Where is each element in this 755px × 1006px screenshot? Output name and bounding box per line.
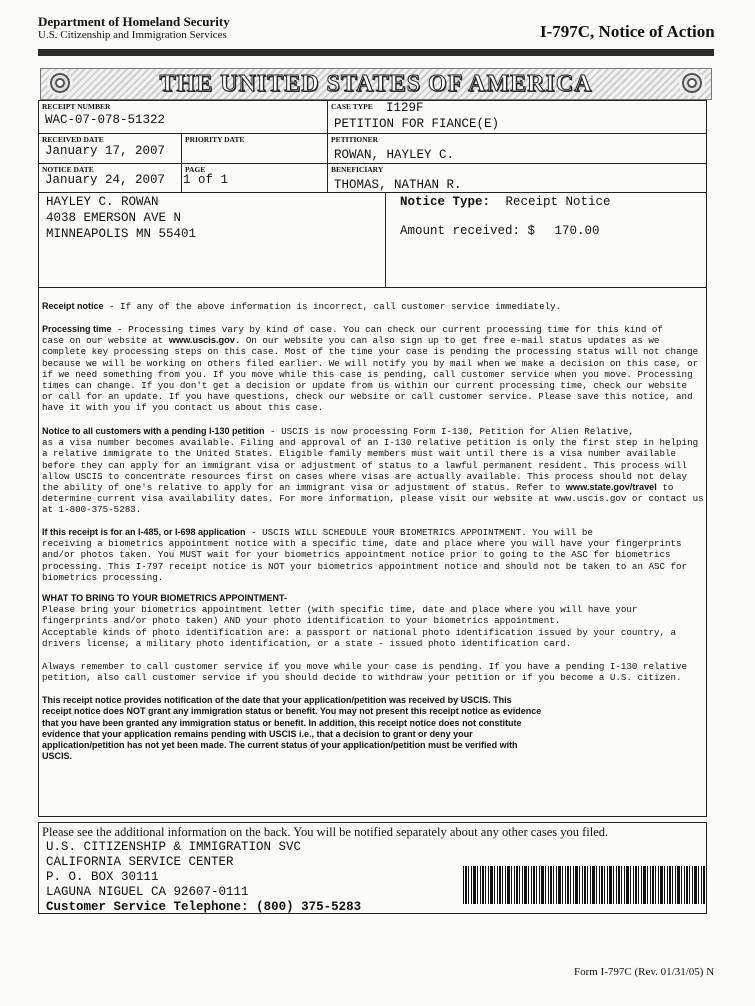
i485-line-1: - USCIS WILL SCHEDULE YOUR BIOMETRICS APPOINTMENT. You will be — [245, 527, 593, 538]
phone-value: (800) 375-5283 — [256, 900, 362, 914]
receipt-number-label: RECEIPT NUMBER — [42, 102, 111, 111]
form-revision: Form I-797C (Rev. 01/31/05) N — [574, 966, 715, 978]
petitioner-value: ROWAN, HAYLEY C. — [334, 148, 455, 162]
receipt-number-value: WAC-07-078-51322 — [45, 113, 166, 127]
reminder-paragraph — [42, 661, 710, 683]
receipt-number-cell — [38, 100, 328, 134]
receipt-notice-heading: Receipt notice — [42, 301, 104, 311]
i130-line-2: as a visa number becomes available. Filing and approval of an I-130 relative petition is only the first step in helping — [42, 437, 699, 449]
processing-heading: Processing time — [42, 324, 112, 334]
processing-line-4: because we will be working on others filed earlier. We will notify you by mail when we make a decision on this case, or — [42, 357, 699, 369]
processing-line-3: complete key processing steps on this case. Most of the time your case is pending the processing status will not change — [42, 346, 699, 358]
processing-line-2a: case on our website at — [42, 335, 169, 347]
bring-line-2: fingerprints and/or photo taken) AND your photo identification to your biometrics appointment. — [42, 615, 561, 627]
page-value: 1 of 1 — [183, 173, 229, 187]
case-type-cell — [327, 100, 707, 134]
i130-line-6a: the ability of one's relative to apply for an immigrant visa or adjustment of status. Refer to — [42, 482, 566, 494]
case-type-description: PETITION FOR FIANCE(E) — [334, 117, 500, 131]
amount-value: 170.00 — [554, 224, 600, 238]
phone-label: Customer Service Telephone: — [46, 900, 249, 914]
case-type-label: CASE TYPE — [331, 102, 373, 111]
receipt-disclaimer — [42, 695, 710, 763]
barcode — [463, 866, 705, 904]
notice-type-value: Receipt Notice — [505, 195, 611, 209]
notice-info-box — [385, 192, 707, 288]
i130-line-1: - USCIS is now processing Form I-130, Petition for Alien Relative, — [264, 426, 634, 437]
i130-line-4: before they can apply for an immigrant visa or adjustment of status to a lawful permanent resident. This process will — [42, 459, 688, 471]
processing-line-2b: . On our website you can also sign up to get free e-mail status updates as we — [234, 335, 660, 347]
priority-date-label: PRIORITY DATE — [185, 135, 245, 144]
address-line-2: 4038 EMERSON AVE N — [46, 211, 182, 225]
i130-heading: Notice to all customers with a pending I-130 petition — [42, 426, 265, 436]
petitioner-label: PETITIONER — [331, 135, 379, 144]
beneficiary-value: THOMAS, NATHAN R. — [334, 178, 462, 192]
i485-line-4: processing. This I-797 receipt notice is NOT your biometrics appointment notice and should not be taken to an ASC for — [42, 560, 688, 572]
i130-line-8: at 1-800-375-5283. — [42, 504, 142, 516]
remember-line-1: Always remember to call customer service if you move while your case is pending. If you have a pending I-130 relative — [42, 661, 688, 672]
i485-line-3: and/or photos taken. You MUST wait for your biometrics appointment notice prior to going to the ASC for biometrics — [42, 549, 671, 561]
banner-text: THE UNITED STATES OF AMERICA — [159, 71, 593, 97]
agency-name: Department of Homeland Security — [38, 14, 230, 29]
disclaimer-line-4: evidence that your application remains pending with USCIS i.e., that a decision to grant or deny your — [42, 728, 473, 739]
division-name: U.S. Citizenship and Immigration Services — [38, 29, 227, 41]
page-cell — [181, 163, 328, 193]
received-date-cell — [38, 133, 182, 164]
office-line-4: LAGUNA NIGUEL CA 92607-0111 — [46, 885, 249, 899]
beneficiary-label: BENEFICIARY — [331, 165, 384, 174]
received-date-value: January 17, 2007 — [45, 144, 166, 158]
remember-line-2: petition, also call customer service if you should decide to withdraw your petition or if you become a U.S. citizen. — [42, 672, 682, 684]
amount-label: Amount received: $ — [400, 224, 536, 238]
i485-heading: If this receipt is for an I-485, or I-698 application — [42, 527, 246, 537]
usa-banner — [40, 68, 712, 100]
header-divider — [38, 49, 714, 56]
i485-line-2: receiving a biometrics appointment notice with a specific time, date and place where you will have your fingerprints — [42, 538, 682, 550]
office-line-2: CALIFORNIA SERVICE CENTER — [46, 855, 234, 869]
state-gov-link[interactable]: www.state.gov/travel — [565, 482, 657, 493]
i130-paragraph — [42, 426, 710, 516]
notice-type-label: Notice Type: — [400, 195, 491, 209]
receipt-notice-paragraph — [42, 301, 710, 312]
office-line-1: U.S. CITIZENSHIP & IMMIGRATION SVC — [46, 840, 302, 854]
notice-date-cell — [38, 163, 182, 193]
processing-line-7: or call for an update. If you have questions, check our website or call customer service. Please save this notice, and — [42, 391, 693, 403]
i485-line-5: biometrics processing. — [42, 571, 164, 583]
processing-time-paragraph — [42, 324, 710, 414]
processing-line-6: times can change. If you don't get a decision or update from us within our current processing time, check our website — [42, 380, 688, 392]
disclaimer-line-2: receipt notice does NOT grant any immigration status or benefit. You may not present this receipt notice as evidence — [42, 706, 542, 717]
notice-date-label: NOTICE DATE — [42, 165, 94, 174]
bring-line-1: Please bring your biometrics appointment letter (with specific time, date and place where you will have your — [42, 604, 638, 616]
disclaimer-line-1: This receipt notice provides notification of the date that your application/petition was received by USCIS. This — [42, 695, 512, 705]
address-box — [38, 192, 386, 288]
uscis-website-link[interactable]: www.uscis.gov — [168, 335, 235, 346]
disclaimer-line-5: application/petition has not yet been made. The current status of your application/petition must be verified with — [42, 740, 518, 751]
i130-line-6b: to — [656, 482, 674, 494]
beneficiary-cell — [327, 163, 707, 193]
processing-line-5: if we need something from you. If you move while this case is pending, call customer service when you move. Processing — [42, 368, 693, 380]
disclaimer-line-3: that you have been granted any immigration status or benefit. In addition, this receipt notice does not constitute — [42, 717, 522, 728]
notice-date-value: January 24, 2007 — [45, 173, 166, 187]
bring-line-3: Acceptable kinds of photo identification are: a passport or national photo identification issued by your country, a — [42, 626, 677, 638]
i130-line-5: allow USCIS to concentrate resources first on cases where visas are actually available. This process should not delay — [42, 470, 688, 482]
i130-line-7: determine current visa availability dates. For more information, please visit our website at www.uscis.gov or contact us — [42, 493, 704, 505]
right-rosette-icon — [679, 70, 705, 96]
petitioner-cell — [327, 133, 707, 164]
priority-date-cell — [181, 133, 328, 164]
biometrics-paragraph — [42, 593, 710, 649]
office-line-3: P. O. BOX 30111 — [46, 870, 159, 884]
page-label: PAGE — [185, 165, 206, 174]
address-line-3: MINNEAPOLIS MN 55401 — [46, 227, 197, 241]
i485-paragraph — [42, 527, 710, 583]
service-center-address — [46, 840, 361, 915]
received-date-label: RECEIVED DATE — [42, 135, 104, 144]
bring-line-4: drivers license, a military photo identification, or a state - issued photo identification card. — [42, 637, 572, 649]
case-type-value: I129F — [386, 101, 424, 115]
processing-line-1: - Processing times vary by kind of case. You can check our current processing time for this kind of — [111, 324, 663, 335]
address-line-1: HAYLEY C. ROWAN — [46, 195, 159, 209]
form-title: I-797C, Notice of Action — [540, 22, 715, 41]
i130-line-3: a relative immigrate to the United States. Eligible family members must wait until there is a visa number available — [42, 448, 677, 460]
back-info-text: Please see the additional information on the back. You will be notified separately about any other cases you filed. — [42, 825, 609, 839]
processing-line-8: have it with you if you contact us about this case. — [42, 402, 324, 414]
bring-heading: WHAT TO BRING TO YOUR BIOMETRICS APPOINTMENT- — [42, 593, 288, 603]
disclaimer-line-6: USCIS. — [42, 751, 73, 762]
receipt-notice-text: - If any of the above information is incorrect, call customer service immediately. — [103, 301, 562, 312]
